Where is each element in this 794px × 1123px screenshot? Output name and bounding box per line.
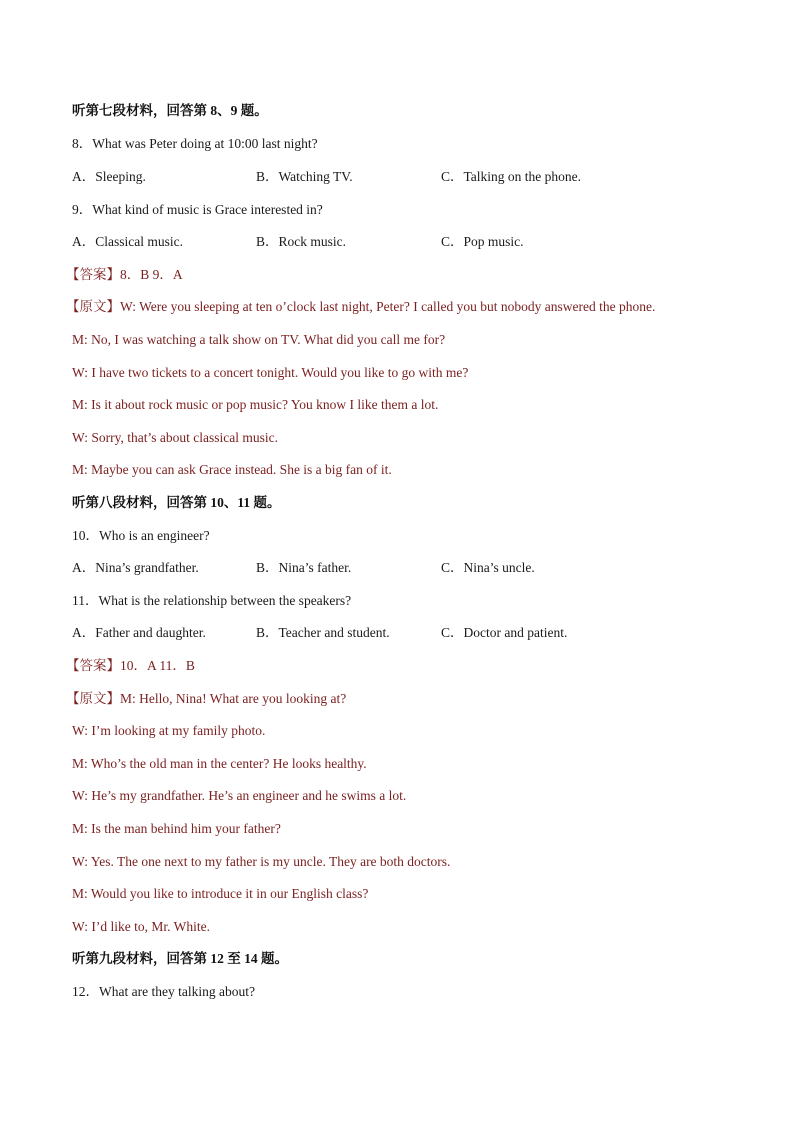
script-text: W: Were you sleeping at ten o’clock last night, Peter? I called you but nobody answered the phone. <box>120 299 656 314</box>
option-a: A．Classical music. <box>72 234 183 249</box>
option-b: B．Nina’s father. <box>256 560 352 575</box>
answer-text: 8．B 9．A <box>120 267 183 282</box>
answer-line <box>66 266 183 284</box>
script-line: M: Would you like to introduce it in our English class? <box>72 886 369 901</box>
question-options <box>72 168 722 186</box>
option-c: C．Pop music. <box>441 234 524 249</box>
option-b: B．Teacher and student. <box>256 625 390 640</box>
script-line: M: Is the man behind him your father? <box>72 821 281 836</box>
section-heading: 听第七段材料，回答第 8、9 题。 <box>72 103 268 118</box>
option-c: C．Talking on the phone. <box>441 169 582 184</box>
section-heading: 听第九段材料，回答第 12 至 14 题。 <box>72 951 288 966</box>
script-line: W: He’s my grandfather. He’s an engineer and he swims a lot. <box>72 788 407 803</box>
question-options <box>72 624 722 642</box>
answer-text: 10．A 11．B <box>120 658 195 673</box>
script-line: W: Yes. The one next to my father is my uncle. They are both doctors. <box>72 854 451 869</box>
option-a: A．Father and daughter. <box>72 625 206 640</box>
option-c: C．Doctor and patient. <box>441 625 568 640</box>
answer-tag: 【答案】 <box>66 267 120 282</box>
question-stem: 9．What kind of music is Grace interested in? <box>72 202 323 217</box>
question-stem: 11．What is the relationship between the speakers? <box>72 593 352 608</box>
question-options <box>72 559 722 577</box>
question-stem: 12．What are they talking about? <box>72 984 255 999</box>
script-tag: 【原文】 <box>66 299 120 314</box>
script-line <box>66 690 346 708</box>
script-line <box>66 298 655 316</box>
section-heading: 听第八段材料，回答第 10、11 题。 <box>72 495 281 510</box>
script-line: W: I have two tickets to a concert tonight. Would you like to go with me? <box>72 365 469 380</box>
question-options <box>72 233 722 251</box>
answer-tag: 【答案】 <box>66 658 120 673</box>
option-a: A．Nina’s grandfather. <box>72 560 199 575</box>
option-c: C．Nina’s uncle. <box>441 560 535 575</box>
script-line: M: Who’s the old man in the center? He looks healthy. <box>72 756 367 771</box>
script-line: W: I’d like to, Mr. White. <box>72 919 210 934</box>
answer-line <box>66 657 195 675</box>
script-line: M: No, I was watching a talk show on TV. What did you call me for? <box>72 332 446 347</box>
option-b: B．Watching TV. <box>256 169 353 184</box>
option-b: B．Rock music. <box>256 234 346 249</box>
script-line: M: Maybe you can ask Grace instead. She is a big fan of it. <box>72 462 392 477</box>
script-line: M: Is it about rock music or pop music? You know I like them a lot. <box>72 397 439 412</box>
script-line: W: Sorry, that’s about classical music. <box>72 430 278 445</box>
script-line: W: I’m looking at my family photo. <box>72 723 266 738</box>
question-stem: 10．Who is an engineer? <box>72 528 210 543</box>
script-tag: 【原文】 <box>66 691 120 706</box>
question-stem: 8．What was Peter doing at 10:00 last night? <box>72 136 318 151</box>
option-a: A．Sleeping. <box>72 169 146 184</box>
script-text: M: Hello, Nina! What are you looking at? <box>120 691 347 706</box>
